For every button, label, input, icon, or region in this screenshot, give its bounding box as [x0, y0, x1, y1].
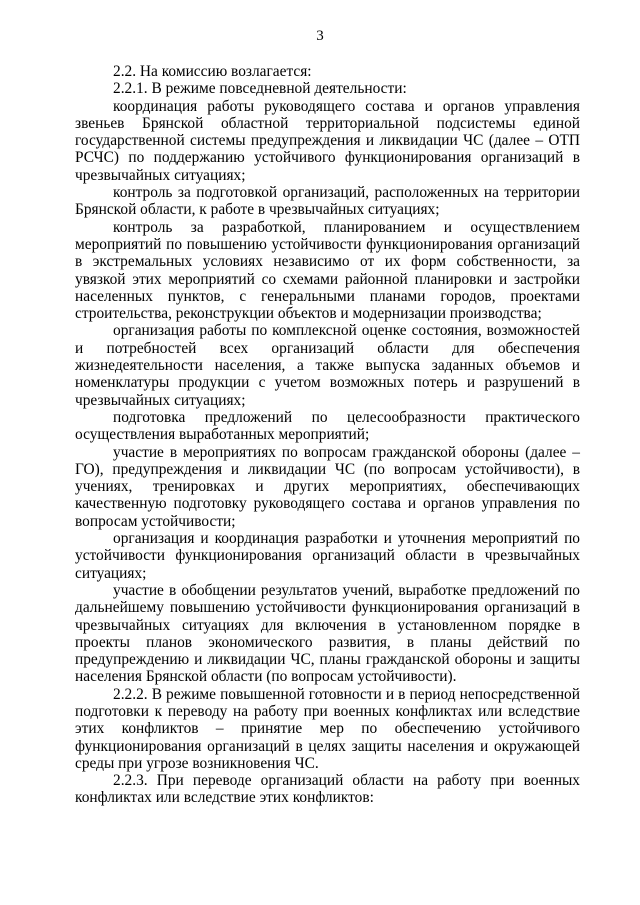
section-2-2-3: 2.2.3. При переводе организаций области на работу при военных конфликтах или вследствие этих конфликтов: — [75, 772, 580, 807]
section-2-2-2: 2.2.2. В режиме повышенной готовности и в период непосредственной подготовки к переводу на работу при военных конфликтах или вследствие этих конфликтов – принятие мер по обеспечению устойчивого функционирования организаций в целях защиты населения и окружающей среды при угрозе возникновения ЧС. — [75, 685, 580, 772]
duty-exercise-results: участие в обобщении результатов учений, выработке предложений по дальнейшему повышению устойчивости функционирования организаций в чрезвычайных ситуациях для включения в установленном порядке в проекты планов экономического развития, в планы действий по предупреждению и ликвидации ЧС, планы гражданской обороны и защиты населения Брянской области (по вопросам устойчивости). — [75, 581, 580, 686]
document-body — [75, 63, 580, 807]
duty-preparation-control: контроль за подготовкой организаций, расположенных на территории Брянской области, к работе в чрезвычайных ситуациях; — [75, 184, 580, 219]
section-2-2-heading: 2.2. На комиссию возлагается: — [113, 63, 312, 80]
duty-measures-coordination: организация и координация разработки и уточнения мероприятий по устойчивости функционирования организаций области в чрезвычайных ситуациях; — [75, 530, 580, 582]
duty-proposals-preparation: подготовка предложений по целесообразности практического осуществления выработанных мероприятий; — [75, 408, 580, 444]
duty-coordination: координация работы руководящего состава и органов управления звеньев Брянской областной территориальной подсистемы единой государственной системы предупреждения и ликвидации ЧС (далее – ОТП РСЧС) по поддержанию устойчивого функционирования организаций в чрезвычайных ситуациях; — [75, 97, 580, 184]
duty-civil-defense-participation: участие в мероприятиях по вопросам гражданской обороны (далее – ГО), предупреждения и ликвидации ЧС (по вопросам устойчивости), в учениях, тренировках и других мероприятиях, обеспечивающих качественную подготовку руководящего состава и органов управления по вопросам устойчивости; — [75, 443, 580, 530]
page-number: 3 — [316, 28, 324, 44]
duty-assessment-organization: организация работы по комплексной оценке состояния, возможностей и потребностей всех организаций области для обеспечения жизнедеятельности населения, а также выпуска заданных объемов и номенклатуры продукции с учетом возможных потерь и разрушений в чрезвычайных ситуациях; — [75, 322, 580, 409]
duty-planning-control: контроль за разработкой, планированием и осуществлением мероприятий по повышению устойчивости функционирования организаций в экстремальных условиях независимо от их форм собственности, за увязкой этих мероприятий со схемами районной планировки и застройки населенных пунктов, с генеральными планами городов, проектами строительства, реконструкции объектов и модернизации производства; — [75, 218, 580, 323]
section-2-2-1-heading: 2.2.1. В режиме повседневной деятельности: — [113, 80, 407, 98]
